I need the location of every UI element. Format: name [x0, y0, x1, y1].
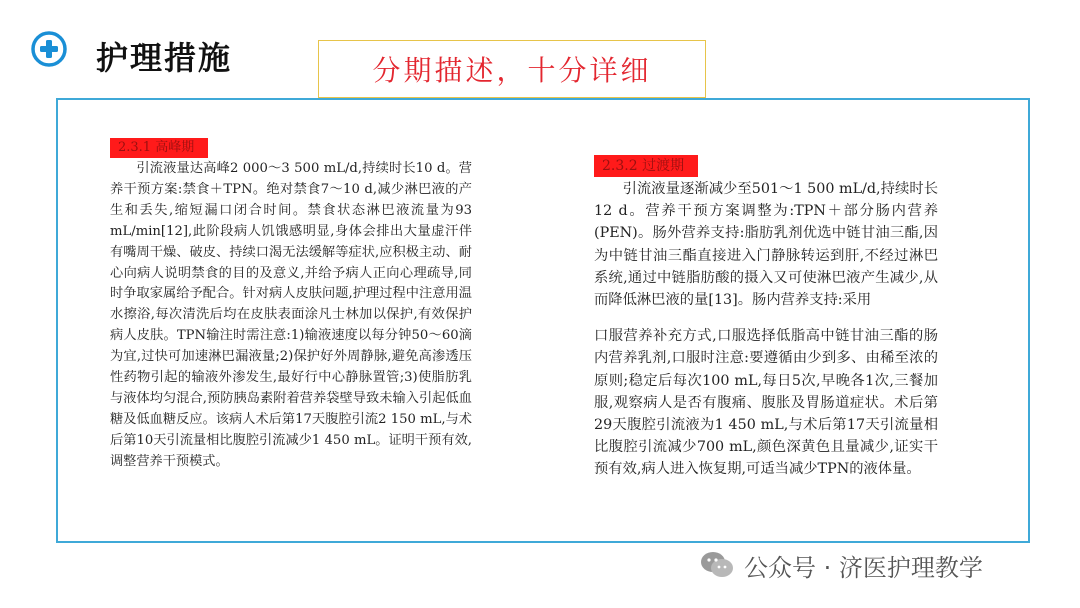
section-heading: 2.3.2 过渡期: [594, 155, 698, 177]
section-paragraph: 引流液量逐渐减少至501～1 500 mL/d,持续时长12 d。营养干预方案调整为:TPN＋部分肠内营养(PEN)。肠外营养支持:脂肪乳剂优选中链甘油三酯,因为中链甘油三酯直接进入门静脉转运到肝,不经过淋巴系统,通过中链脂肪酸的摄入又可使淋巴液产生减少,从而降低淋巴液的量[13]。肠内营养支持:采用: [594, 181, 938, 309]
plus-circle-icon: [30, 30, 68, 68]
watermark: [700, 547, 983, 583]
callout-text: 分期描述，十分详细: [372, 54, 652, 87]
section-peak: [110, 138, 472, 473]
section-paragraph-continued: 口服营养补充方式,口服选择低脂高中链甘油三酯的肠内营养乳剂,口服时注意:要遵循由少到多、由稀至浓的原则;稳定后每次100 mL,每日5次,早晚各1次,三餐加服,观察病人是否有腹痛、腹胀及胃肠道症状。术后第29天腹腔引流液为1 450 mL,与术后第17天引流量相比腹腔引流减少700 mL,颜色深黄色且量减少,证实干预有效,病人进入恢复期,可适当减少TPN的液体量。: [594, 328, 938, 478]
watermark-text: 公众号 · 济医护理教学: [744, 553, 983, 582]
page-title: 护理措施: [96, 39, 233, 77]
wechat-icon: [700, 550, 734, 580]
section-paragraph: 引流液量达高峰2 000～3 500 mL/d,持续时长10 d。营养干预方案:禁食＋TPN。绝对禁食7～10 d,减少淋巴液的产生和丢失,缩短漏口闭合时间。禁食状态淋巴液流量为93 mL/min[12],此阶段病人饥饿感明显,身体会排出大量虚汗伴有嘴周干燥、破皮、持续口渴无法缓解等症状,应积极主动、耐心向病人说明禁食的目的及意义,并给予病人正向心理疏导,同时争取家属给予配合。针对病人皮肤问题,护理过程中注意用温水擦浴,每次清洗后均在皮肤表面涂凡士林加以保护,有效保护病人皮肤。TPN输注时需注意:1)输液速度以每分钟50～60滴为宜,过快可加速淋巴漏液量;2)保护好外周静脉,避免高渗透压性药物引起的输液外渗发生,最好行中心静脉置管;3)使脂肪乳与液体均匀混合,预防胰岛素附着营养袋壁导致未输入引起低血糖及低血糖反应。该病人术后第17天腹腔引流2 150 mL,与术后第10天引流量相比腹腔引流减少1 450 mL。证明干预有效,调整营养干预模式。: [110, 161, 472, 469]
callout-box: [318, 40, 706, 98]
section-heading: 2.3.1 高峰期: [110, 138, 208, 158]
section-transition: [594, 155, 938, 495]
document-frame: [56, 98, 1030, 543]
